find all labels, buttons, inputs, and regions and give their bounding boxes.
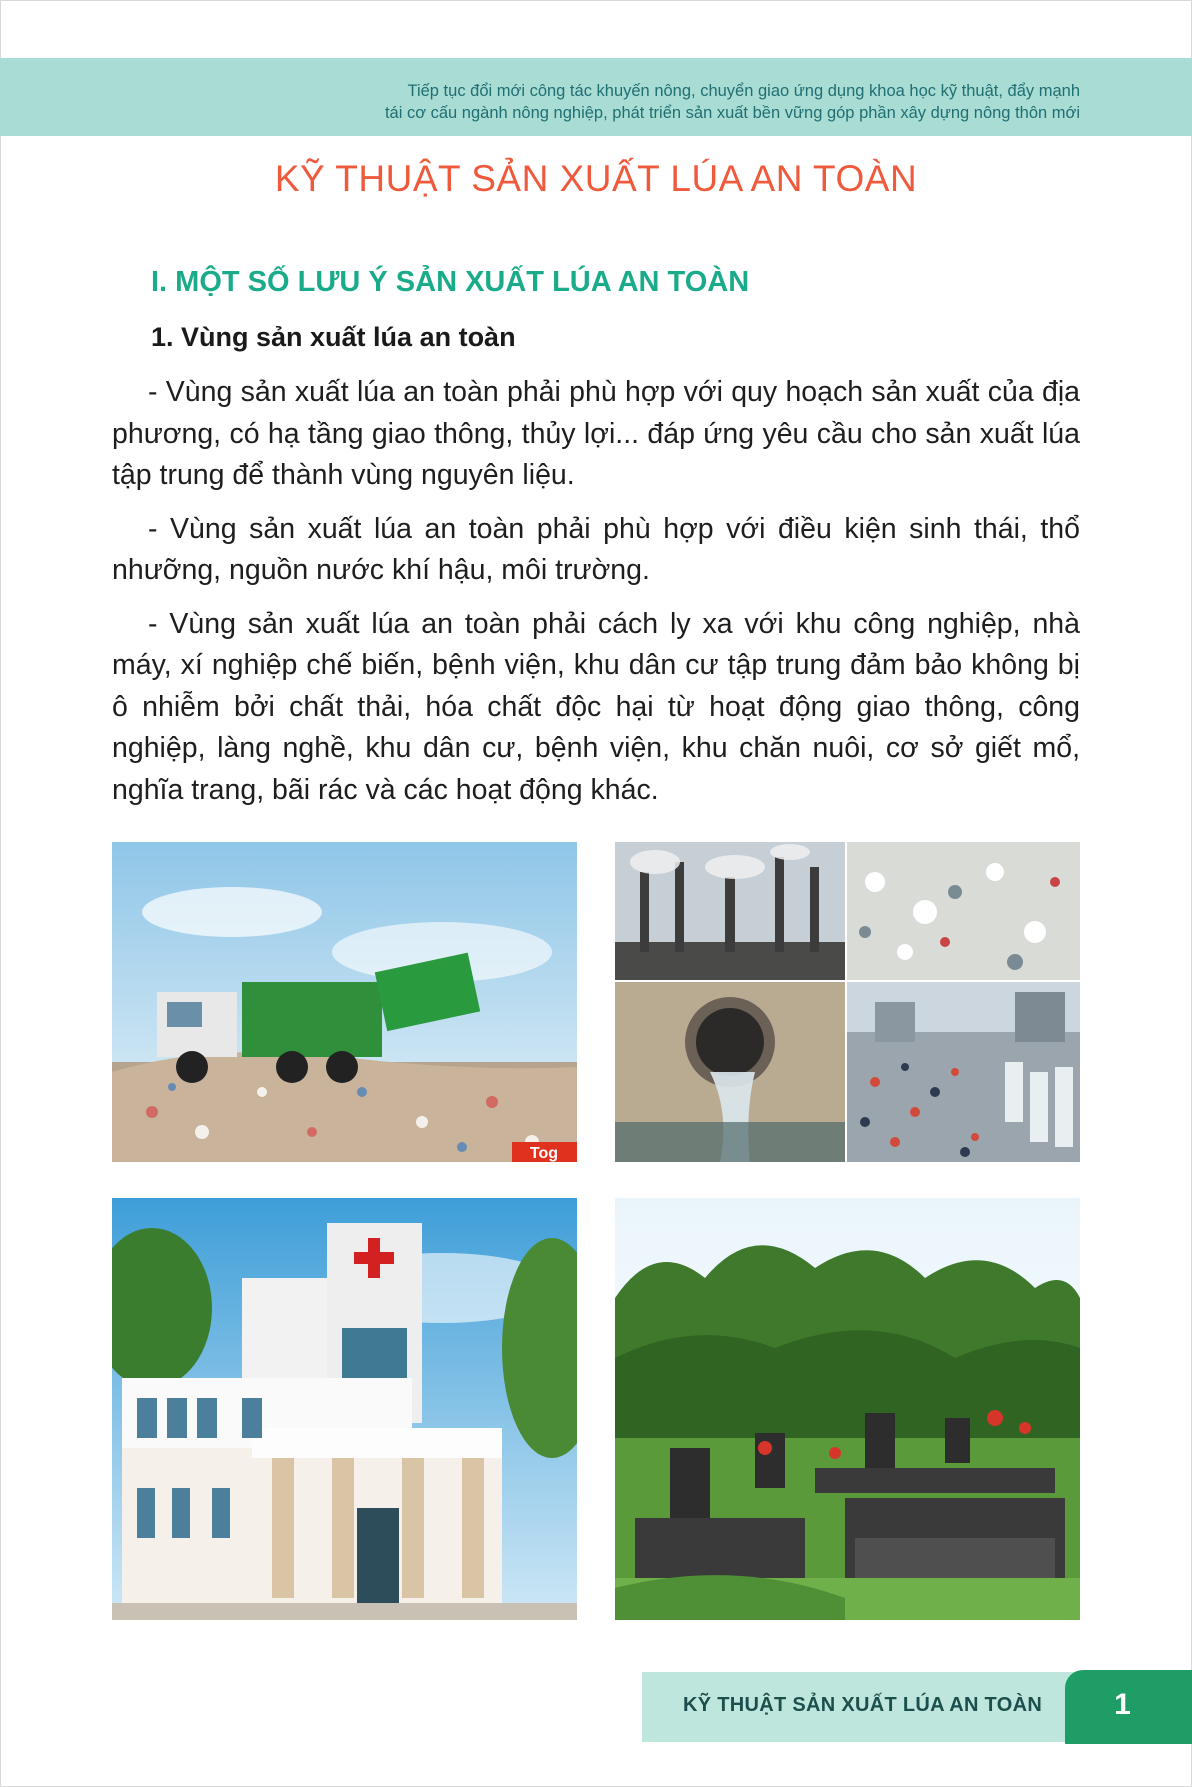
photo-watermark: Tog — [529, 1145, 559, 1162]
header-line-2: tái cơ cấu ngành nông nghiệp, phát triển sản xuất bền vững góp phần xây dựng nông thôn mới — [384, 104, 1080, 122]
header-band — [0, 58, 1192, 136]
body-text — [112, 372, 1080, 823]
hospital-photo — [112, 1198, 577, 1620]
cemetery-photo — [615, 1198, 1080, 1620]
landfill-photo — [112, 842, 577, 1162]
paragraph: - Vùng sản xuất lúa an toàn phải phù hợp với điều kiện sinh thái, thổ nhưỡng, nguồn nước khí hậu, môi trường. — [112, 512, 1080, 586]
sub-heading: 1. Vùng sản xuất lúa an toàn — [151, 322, 516, 352]
page-title: KỸ THUẬT SẢN XUẤT LÚA AN TOÀN — [274, 158, 918, 199]
header-line-1: Tiếp tục đổi mới công tác khuyến nông, chuyển giao ứng dụng khoa học kỹ thuật, đẩy mạnh — [407, 82, 1080, 100]
paragraph: - Vùng sản xuất lúa an toàn phải phù hợp với quy hoạch sản xuất của địa phương, có hạ tầng giao thông, thủy lợi... đáp ứng yêu cầu cho sản xuất lúa tập trung để thành vùng nguyên liệu. — [112, 376, 1080, 491]
footer-label: KỸ THUẬT SẢN XUẤT LÚA AN TOÀN — [683, 1694, 1043, 1716]
page-number: 1 — [1114, 1688, 1131, 1721]
pollution-collage-photo — [615, 842, 1080, 1162]
paragraph: - Vùng sản xuất lúa an toàn phải cách ly xa với khu công nghiệp, nhà máy, xí nghiệp chế biến, bệnh viện, khu dân cư tập trung đảm bảo không bị ô nhiễm bởi chất thải, hóa chất độc hại từ hoạt động giao thông, công nghiệp, làng nghề, khu dân cư, bệnh viện, khu chăn nuôi, cơ sở giết mổ, nghĩa trang, bãi rác và các hoạt động khác. — [112, 607, 1080, 806]
section-heading: I. MỘT SỐ LƯU Ý SẢN XUẤT LÚA AN TOÀN — [151, 266, 750, 298]
